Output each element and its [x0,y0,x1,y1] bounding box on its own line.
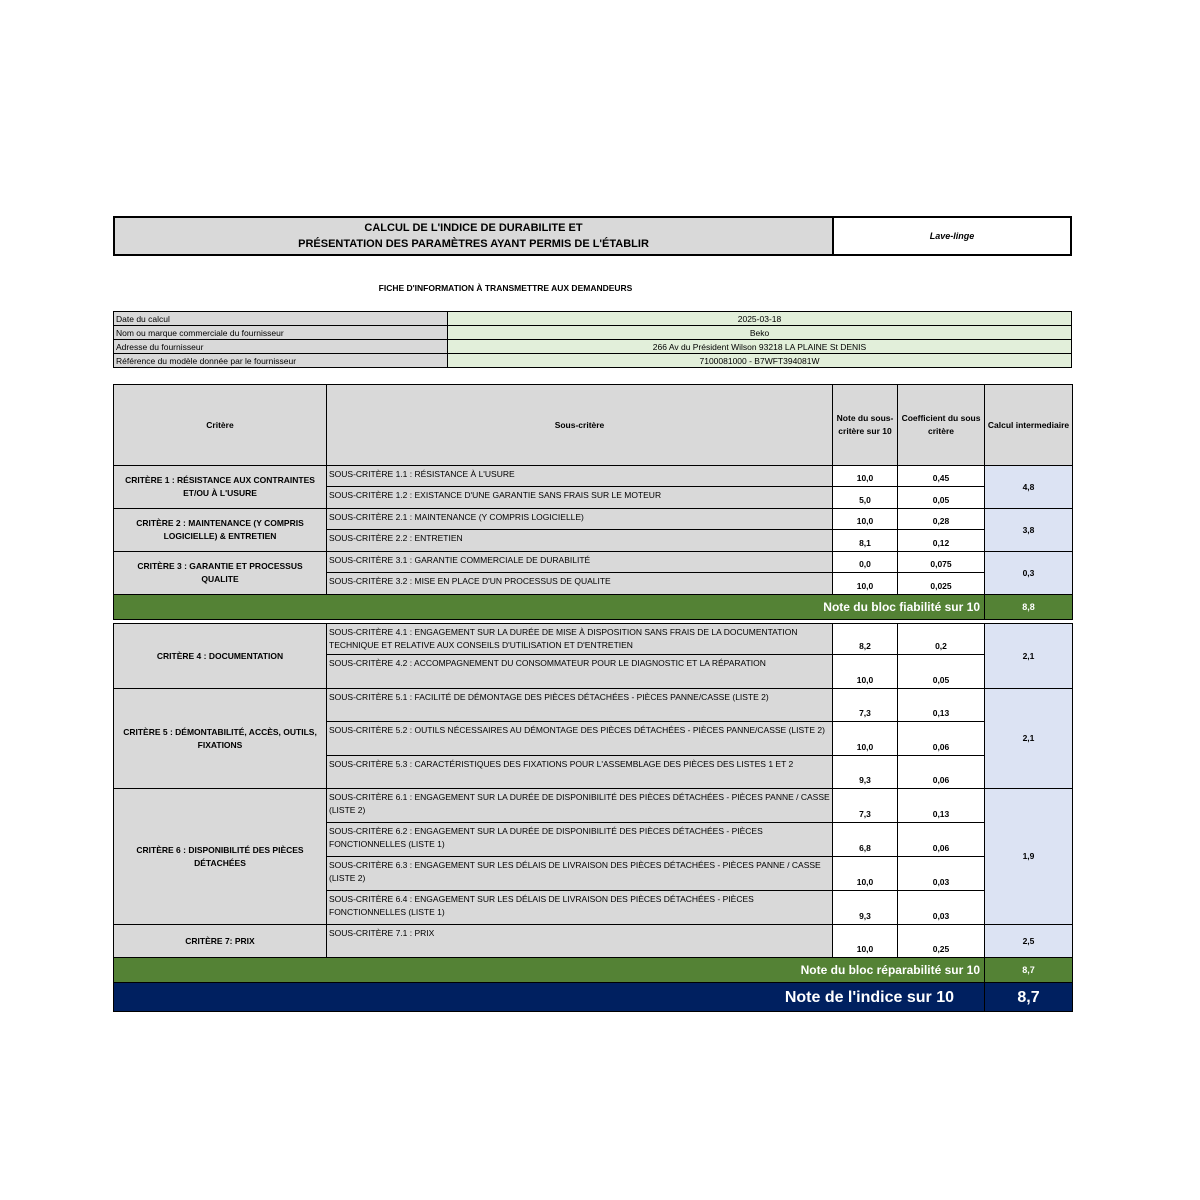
sub-criterion-note: 10,0 [833,573,898,595]
table-row [114,789,1073,823]
col-header-critere: Critère [114,385,327,466]
info-label: Adresse du fournisseur [114,340,448,354]
criterion-calc: 1,9 [985,789,1073,925]
sub-criterion-label: SOUS-CRITÈRE 1.2 : EXISTANCE D'UNE GARANTIE SANS FRAIS SUR LE MOTEUR [327,487,833,509]
sub-criterion-note: 10,0 [833,857,898,891]
sub-criterion-note: 5,0 [833,487,898,509]
info-table [113,311,1072,368]
sub-criterion-note: 10,0 [833,925,898,958]
info-row [114,326,1072,340]
sub-criterion-note: 7,3 [833,689,898,722]
col-header-note: Note du sous-critère sur 10 [833,385,898,466]
info-row [114,354,1072,368]
final-score-row [114,983,1073,1012]
sub-criterion-label: SOUS-CRITÈRE 6.1 : ENGAGEMENT SUR LA DURÉE DE DISPONIBILITÉ DES PIÈCES DÉTACHÉES - PIÈCES PANNE / CASSE (LISTE 2) [327,789,833,823]
sub-criterion-coef: 0,13 [898,689,985,722]
sub-criterion-note: 10,0 [833,509,898,530]
info-value: 266 Av du Président Wilson 93218 LA PLAINE St DENIS [448,340,1072,354]
sub-criterion-label: SOUS-CRITÈRE 4.1 : ENGAGEMENT SUR LA DURÉE DE MISE À DISPOSITION SANS FRAIS DE LA DOCUMENTATION TECHNIQUE ET RELATIVE AUX CONSEILS D'UTILISATION ET D'ENTRETIEN [327,624,833,655]
sub-criterion-label: SOUS-CRITÈRE 1.1 : RÉSISTANCE À L'USURE [327,466,833,487]
criterion-name: CRITÈRE 5 : DÉMONTABILITÉ, ACCÈS, OUTILS, FIXATIONS [114,689,327,789]
criterion-calc: 2,1 [985,624,1073,689]
table-header-row [114,385,1073,466]
sub-criterion-label: SOUS-CRITÈRE 6.4 : ENGAGEMENT SUR LES DÉLAIS DE LIVRAISON DES PIÈCES DÉTACHÉES - PIÈCES FONCTIONNELLES (LISTE 1) [327,891,833,925]
table-row [114,466,1073,487]
bloc-reparabilite-row-label: Note du bloc réparabilité sur 10 [114,958,985,983]
header-table [113,216,1072,256]
sub-criterion-note: 8,1 [833,530,898,552]
sub-criterion-label: SOUS-CRITÈRE 7.1 : PRIX [327,925,833,958]
final-score-label: Note de l'indice sur 10 [114,983,985,1012]
sub-criterion-label: SOUS-CRITÈRE 5.1 : FACILITÉ DE DÉMONTAGE DES PIÈCES DÉTACHÉES - PIÈCES PANNE/CASSE (LISTE 2) [327,689,833,722]
bloc-reparabilite-row [114,958,1073,983]
criterion-calc: 3,8 [985,509,1073,552]
sub-criterion-coef: 0,25 [898,925,985,958]
info-row [114,340,1072,354]
criterion-name: CRITÈRE 1 : RÉSISTANCE AUX CONTRAINTES ET/OU À L'USURE [114,466,327,509]
sub-criterion-coef: 0,13 [898,789,985,823]
sub-criterion-note: 10,0 [833,655,898,689]
sub-criterion-note: 8,2 [833,624,898,655]
sub-criterion-note: 9,3 [833,756,898,789]
info-label: Nom ou marque commerciale du fournisseur [114,326,448,340]
criterion-calc: 4,8 [985,466,1073,509]
header-title-line1: CALCUL DE L'INDICE DE DURABILITE ET [364,222,583,234]
sub-criterion-coef: 0,03 [898,857,985,891]
criterion-calc: 0,3 [985,552,1073,595]
sub-criterion-coef: 0,45 [898,466,985,487]
sub-criterion-label: SOUS-CRITÈRE 6.2 : ENGAGEMENT SUR LA DURÉE DE DISPONIBILITÉ DES PIÈCES DÉTACHÉES - PIÈCES FONCTIONNELLES (LISTE 1) [327,823,833,857]
sub-criterion-coef: 0,03 [898,891,985,925]
criteria-table [113,384,1073,1012]
sub-criterion-note: 9,3 [833,891,898,925]
info-label: Référence du modèle donnée par le fournisseur [114,354,448,368]
criterion-name: CRITÈRE 4 : DOCUMENTATION [114,624,327,689]
sub-criterion-label: SOUS-CRITÈRE 6.3 : ENGAGEMENT SUR LES DÉLAIS DE LIVRAISON DES PIÈCES DÉTACHÉES - PIÈCES PANNE / CASSE (LISTE 2) [327,857,833,891]
col-header-sous-critere: Sous-critère [327,385,833,466]
sub-criterion-coef: 0,025 [898,573,985,595]
sub-criterion-note: 7,3 [833,789,898,823]
sub-criterion-coef: 0,12 [898,530,985,552]
sub-criterion-coef: 0,06 [898,823,985,857]
sub-criterion-coef: 0,28 [898,509,985,530]
col-header-coef: Coefficient du sous critère [898,385,985,466]
table-row [114,925,1073,958]
info-label: Date du calcul [114,312,448,326]
col-header-calc: Calcul intermediaire [985,385,1073,466]
bloc-fiabilite-row-label: Note du bloc fiabilité sur 10 [114,595,985,620]
subtitle: FICHE D'INFORMATION À TRANSMETTRE AUX DEMANDEURS [378,283,633,293]
table-row [114,689,1073,722]
sub-criterion-label: SOUS-CRITÈRE 3.2 : MISE EN PLACE D'UN PROCESSUS DE QUALITE [327,573,833,595]
criterion-name: CRITÈRE 6 : DISPONIBILITÉ DES PIÈCES DÉTACHÉES [114,789,327,925]
product-type: Lave-linge [929,231,975,241]
sub-criterion-coef: 0,06 [898,756,985,789]
bloc-reparabilite-row-value: 8,7 [985,958,1073,983]
bloc-fiabilite-row-value: 8,8 [985,595,1073,620]
table-row [114,552,1073,573]
table-row [114,624,1073,655]
sub-criterion-coef: 0,06 [898,722,985,756]
sub-criterion-note: 10,0 [833,466,898,487]
criterion-name: CRITÈRE 2 : MAINTENANCE (Y COMPRIS LOGICIELLE) & ENTRETIEN [114,509,327,552]
sub-criterion-label: SOUS-CRITÈRE 5.3 : CARACTÉRISTIQUES DES FIXATIONS POUR L'ASSEMBLAGE DES PIÈCES DES LISTES 1 ET 2 [327,756,833,789]
header-title-line2: PRÉSENTATION DES PARAMÈTRES AYANT PERMIS DE L'ÉTABLIR [298,238,649,250]
sub-criterion-note: 0,0 [833,552,898,573]
sub-criterion-note: 6,8 [833,823,898,857]
bloc-fiabilite-row [114,595,1073,620]
sub-criterion-label: SOUS-CRITÈRE 4.2 : ACCOMPAGNEMENT DU CONSOMMATEUR POUR LE DIAGNOSTIC ET LA RÉPARATION [327,655,833,689]
info-row [114,312,1072,326]
sub-criterion-coef: 0,05 [898,487,985,509]
info-value: Beko [448,326,1072,340]
sub-criterion-coef: 0,05 [898,655,985,689]
criterion-name: CRITÈRE 7: PRIX [114,925,327,958]
sub-criterion-label: SOUS-CRITÈRE 3.1 : GARANTIE COMMERCIALE DE DURABILITÉ [327,552,833,573]
info-value: 7100081000 - B7WFT394081W [448,354,1072,368]
sub-criterion-label: SOUS-CRITÈRE 2.1 : MAINTENANCE (Y COMPRIS LOGICIELLE) [327,509,833,530]
header-title [115,218,834,254]
info-value: 2025-03-18 [448,312,1072,326]
sub-criterion-label: SOUS-CRITÈRE 5.2 : OUTILS NÉCESSAIRES AU DÉMONTAGE DES PIÈCES DÉTACHÉES - PIÈCES PANNE/CASSE (LISTE 2) [327,722,833,756]
criterion-name: CRITÈRE 3 : GARANTIE ET PROCESSUS QUALITE [114,552,327,595]
sub-criterion-note: 10,0 [833,722,898,756]
criterion-calc: 2,1 [985,689,1073,789]
criterion-calc: 2,5 [985,925,1073,958]
final-score-value: 8,7 [985,983,1073,1012]
sub-criterion-coef: 0,2 [898,624,985,655]
sub-criterion-coef: 0,075 [898,552,985,573]
table-row [114,509,1073,530]
sub-criterion-label: SOUS-CRITÈRE 2.2 : ENTRETIEN [327,530,833,552]
